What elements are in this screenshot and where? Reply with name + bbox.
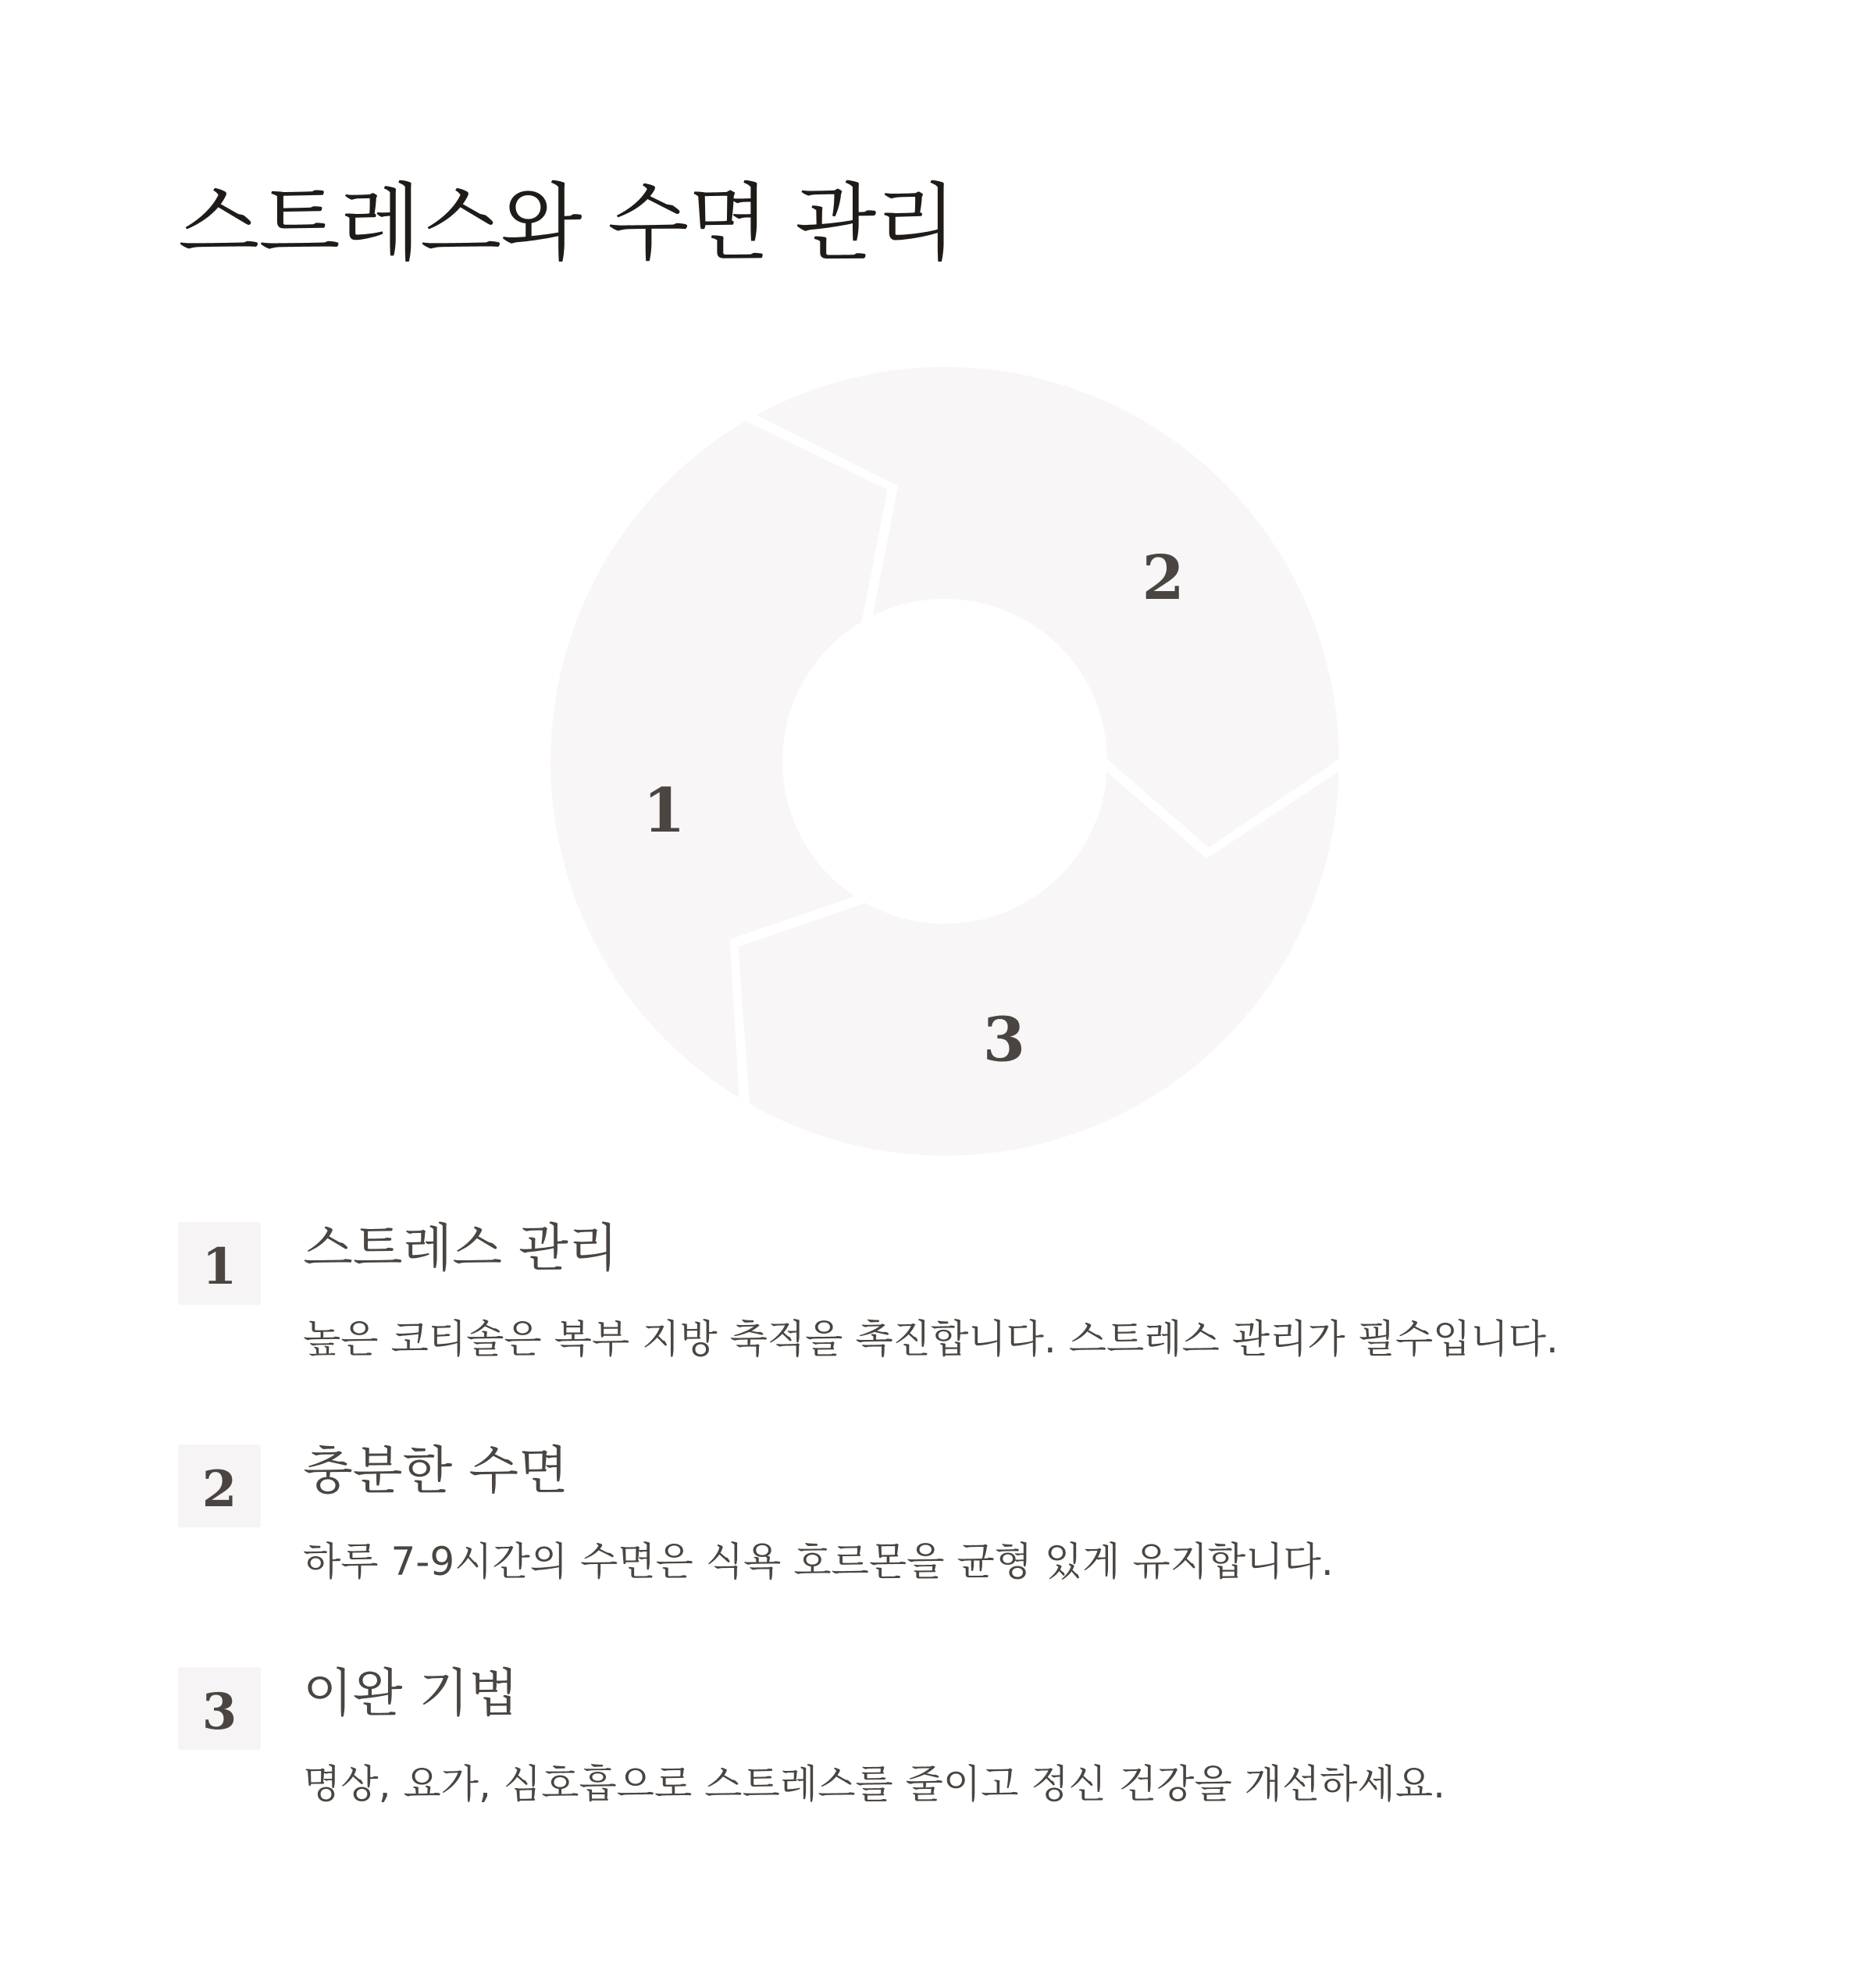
cycle-segment-label-1: 1	[643, 775, 686, 846]
legend-number: 2	[201, 1460, 237, 1519]
legend-item-1	[178, 1218, 1740, 1445]
legend-number-badge	[178, 1445, 261, 1527]
cycle-segment-label-3: 3	[982, 1004, 1026, 1076]
legend-title: 스트레스 관리	[303, 1218, 618, 1278]
legend-number: 1	[201, 1238, 237, 1296]
legend-title: 충분한 수면	[303, 1441, 568, 1501]
legend-description: 하루 7-9시간의 수면은 식욕 호르몬을 균형 있게 유지합니다.	[303, 1539, 1334, 1584]
cycle-diagram	[539, 355, 1351, 1167]
legend-number: 3	[201, 1683, 237, 1741]
legend-description: 높은 코티솔은 복부 지방 축적을 촉진합니다. 스트레스 관리가 필수입니다.	[303, 1316, 1559, 1362]
legend-number-badge	[178, 1667, 261, 1750]
legend-item-2	[178, 1441, 1740, 1667]
legend-number-badge	[178, 1222, 261, 1305]
page-title: 스트레스와 수면 관리	[178, 175, 957, 273]
cycle-segment-3	[736, 767, 1341, 1158]
cycle-segment-label-2: 2	[1142, 542, 1185, 614]
legend-item-3	[178, 1663, 1740, 1890]
legend-description: 명상, 요가, 심호흡으로 스트레스를 줄이고 정신 건강을 개선하세요.	[303, 1762, 1446, 1807]
legend-title: 이완 기법	[303, 1663, 519, 1723]
legend	[178, 1218, 1740, 1890]
